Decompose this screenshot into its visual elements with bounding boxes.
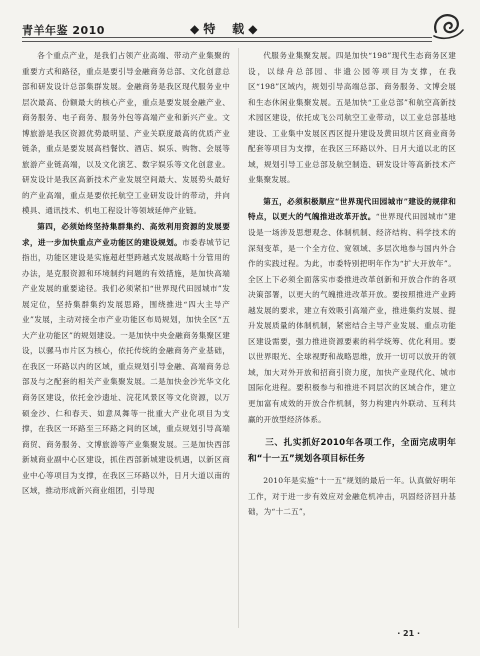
section-heading-three: 三、扎实抓好2010年各项工作，全面完成明年和“十一五”规划各项目标任务 bbox=[248, 438, 456, 465]
left-column bbox=[22, 48, 230, 499]
fourth-point-body: 市委春城节记指出，功能区建设是实施超赶型跨越式发展战略十分管用的办法，是克服资源和环境制约问题的有效措施，是加快高端产业发展的重要途径。我们必须紧扣“世界现代田园城市”发展定位，坚持集群集约发展思路，围绕推进“四大主导产业”发展，主动对接全市产业功能区布局规划，加快全区“五大产业功能区”的规划建设。一是加快中央金融商务集聚区建设，以骡马市片区为核心，依托传统的金融商务产业基础，在我区一环路以内的区域，重点规划引导金融、高端商务总部及与之配套的相关产业集聚发展。二是加快金沙光华文化商务区建设，依托金沙遗址、浣花风景区等文化资源，以万硕金沙、仁和春天、如意凤舞等一批重大产业化项目为支撑，在我区一环路至三环路之间的区域，重点规划引导高端商贸、商务服务、文博旅游等产业集聚发展。三是加快西部新城商业副中心区建设，抓住西部新城建设机遇，以新区商业中心等项目为支撑，在我区三环路以外，日月大道以南的区域，推动形成新兴商业组团，引导现 bbox=[22, 237, 231, 496]
paragraph-198-zone: 代服务业集聚发展。四是加快“198”现代生态商务区建设，以绿舟总部园、非遗公园等项目为支撑，在我区“198”区域内，规划引导高端总部、商务服务、文博会展和生态休闲业集聚发展。五是加快“工业总部”和航空高新技术园区建设，依托成飞公司航空工业带动，以工业总部基地建设、工业集中发展区西区提升建设及黄田坝片区商业商务配套等项目为支撑，在我区三环路以外、日月大道以北的区域，规划引导工业总部及航空制造、研发设计等高新技术产业集聚发展。 bbox=[248, 51, 456, 185]
page-number: · 21 · bbox=[397, 629, 420, 638]
header-rule bbox=[22, 37, 432, 42]
right-column bbox=[248, 48, 456, 520]
column-divider bbox=[238, 48, 239, 628]
paragraph-fourth-point bbox=[22, 219, 230, 499]
section-label: ◆ 特 载 ◆ bbox=[190, 22, 258, 36]
fourth-point-lead: 第四，必须始终坚持集群集约、高效利用资源的发展要求，进一步加快重点产业功能区的建设规划。 bbox=[22, 222, 230, 247]
fifth-point-lead: 第五，必须积极顺应“世界现代田园城市”建设的规律和特点，以更大的气魄推进改革开放。 bbox=[248, 196, 456, 222]
paragraph-fifth-point bbox=[248, 194, 456, 427]
swirl-logo-icon bbox=[430, 8, 466, 42]
paragraph-2010-plan: 2010年是实施“十一五”规划的最后一年。认真做好明年工作，对于进一步有效应对金融危机冲击，巩固经济回升基础，为“十二五”， bbox=[248, 476, 456, 517]
fifth-point-body: “世界现代田园城市”建设是一场涉及思想观念、体制机制、经济结构、科学技术的深刻变革，是一个全方位、宽领域、多层次地参与国内外合作的实践过程。为此，市委特别把明年作为“扩大开放年”。全区上下必须全面落实市委推进改革创新和开放合作的各项决策部署，以更大的气魄推进改革开放。要按照推进产业跨越发展的要求，建立有效吸引高端产业，推进集约发展、提升发展质量的体制机制，紧密结合主导产业发展、重点功能区建设需要，强力推进资源要素的科学统筹、优化利用。要以世界眼光、全球视野和战略思维，放开一切可以放开的领域，加大对外开放和招商引资力度，加快产业现代化、城市国际化进程。要积极参与和推进不同层次的区域合作，建立更加富有成效的开放合作机制，努力构建内外联动、互利共赢的开放型经济体系。 bbox=[248, 212, 456, 424]
yearbook-title: 青羊年鉴 2010 bbox=[22, 24, 105, 37]
paragraph-industry-clusters: 各个重点产业，是我们占领产业高端、带动产业集聚的重要方式和路径，重点是要引导金融商务总部、文化创意总部和研发设计总部集群发展。金融商务是我区现代服务业中层次最高、份额最大的核心产业，重点是要发展金融产业、商务服务、电子商务、服务外包等高端产业和新兴产业。文博旅游是我区资源优势最明显、产业关联度最高的优质产业链条，重点是要发展高档餐饮、酒店、娱乐、购物、会展等旅游产业链高端，以及文化演艺、数字娱乐等文化创意业。研发设计是我区高新技术产业发展空间最大、发展势头最好的产业高端，重点是要依托航空工业研发设计的带动，并向模具、通讯技术、机电工程设计等领域延伸产业链。 bbox=[22, 51, 230, 216]
